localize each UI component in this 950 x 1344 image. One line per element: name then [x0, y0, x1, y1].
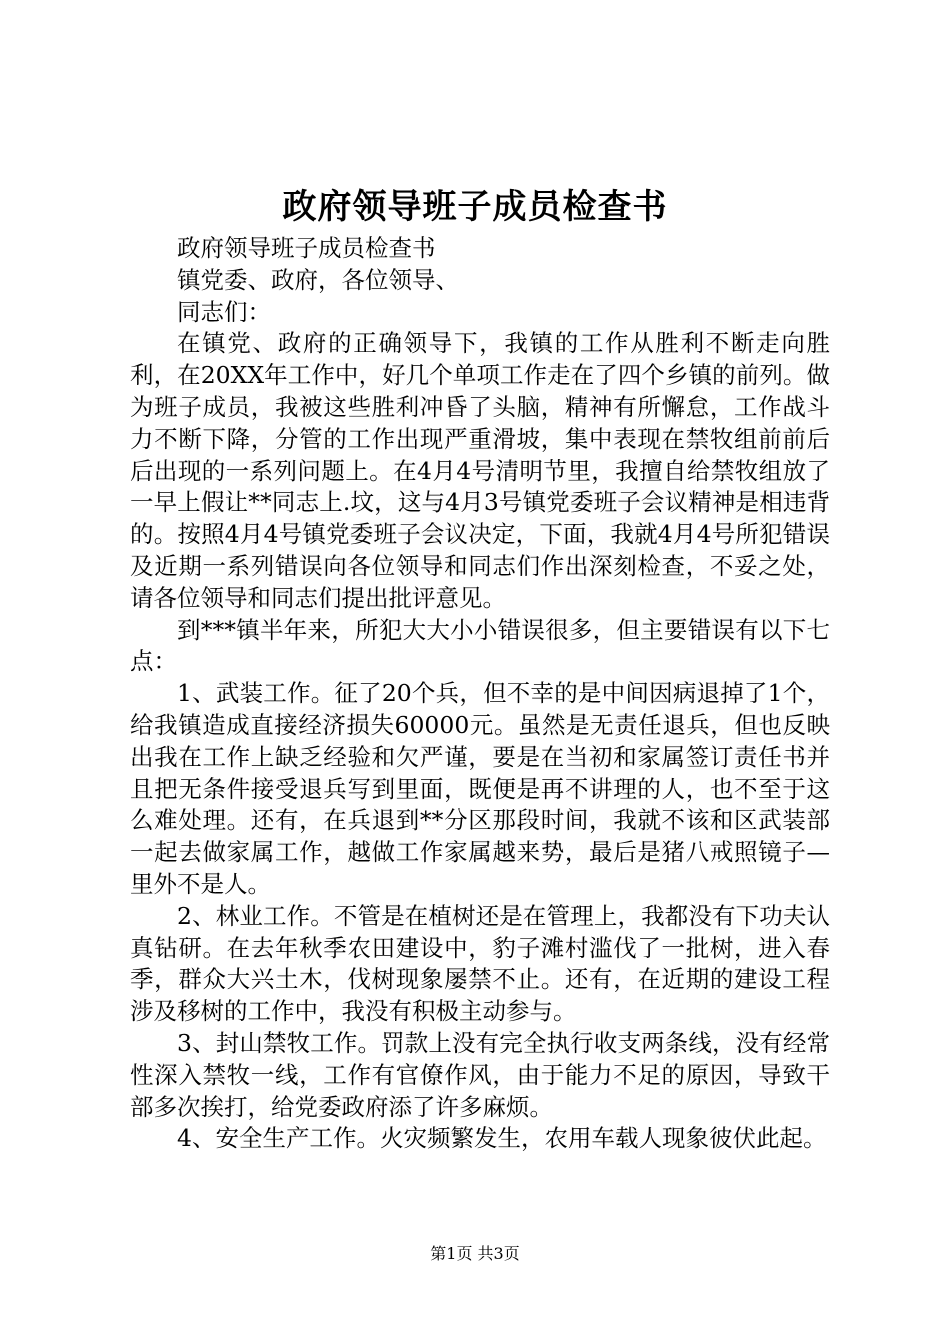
paragraph-item-2: 2、林业工作。不管是在植树还是在管理上，我都没有下功夫认真钻研。在去年秋季农田建设中，豹子滩村滥伐了一批树，进入春季，群众大兴土木，伐树现象屡禁不止。还有，在近期的建设工程涉及移树的工作中，我没有积极主动参与。 [130, 901, 830, 1026]
paragraph-salutation: 镇党委、政府，各位领导、 [177, 265, 459, 294]
paragraph-intro: 在镇党、政府的正确领导下，我镇的工作从胜利不断走向胜利，在20XX年工作中，好几个单项工作走在了四个乡镇的前列。做为班子成员，我被这些胜利冲昏了头脑，精神有所懈怠，工作战斗力不断下降，分管的工作出现严重滑坡，集中表现在禁牧组前前后后出现的一系列问题上。在4月4号清明节里，我擅自给禁牧组放了一早上假让**同志上.坟，这与4月3号镇党委班子会议精神是相违背的。按照4月4号镇党委班子会议决定，下面，我就4月4号所犯错误及近期一系列错误向各位领导和同志们作出深刻检查，不妥之处，请各位领导和同志们提出批评意见。 [130, 329, 830, 612]
document-title: 政府领导班子成员检查书 [282, 187, 668, 227]
paragraph-heading: 政府领导班子成员检查书 [177, 234, 436, 262]
paragraph-item-3: 3、封山禁牧工作。罚款上没有完全执行收支两条线，没有经常性深入禁牧一线，工作有官僚作风，由于能力不足的原因，导致干部多次挨打，给党委政府添了许多麻烦。 [130, 1028, 830, 1121]
paragraph-salutation-2: 同志们： [177, 297, 271, 326]
paragraph-summary: 到***镇半年来，所犯大大小小错误很多，但主要错误有以下七点： [130, 615, 830, 676]
page-footer: 第1页 共3页 [430, 1244, 520, 1263]
document-body [130, 233, 830, 1155]
paragraph-item-1: 1、武装工作。征了20个兵，但不幸的是中间因病退掉了1个，给我镇造成直接经济损失60000元。虽然是无责任退兵，但也反映出我在工作上缺乏经验和欠严谨，要是在当初和家属签订责任书并且把无条件接受退兵写到里面，既便是再不讲理的人，也不至于这么难处理。还有，在兵退到**分区那段时间，我就不该和区武装部一起去做家属工作，越做工作家属越来势，最后是猪八戒照镜子—里外不是人。 [130, 679, 830, 898]
paragraph-item-4: 4、安全生产工作。火灾频繁发生，农用车载人现象彼伏此起。 [177, 1124, 827, 1153]
